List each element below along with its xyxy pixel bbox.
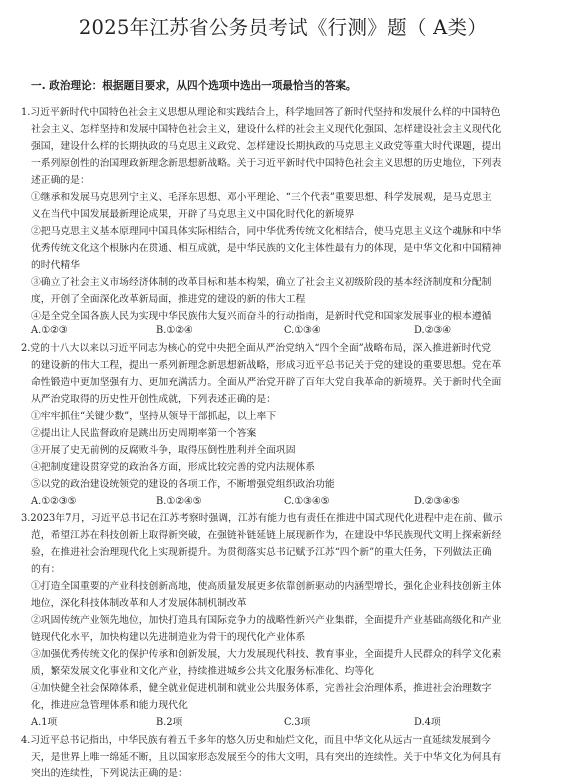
question-2-stem-line: 的建设新的伟大工程，提出一系列新理念新思想新战略，形成习近平总书记关于党的建设的重要思想。党在革	[31, 360, 502, 371]
option-a[interactable]: A.①②③	[31, 325, 68, 336]
question-1-statement: ②把马克思主义基本原理同中国具体实际相结合，同中华优秀传统文化相结合，使马克思主义这个魂脉和中华	[31, 226, 502, 237]
question-2-statement: ②提出让人民监督政府是跳出历史周期率第一个答案	[31, 428, 257, 439]
question-3-stem-line: 验，在推进社会治理现代化上实现新提升。为贯彻落实总书记赋予江苏“四个新”的重大任务，下列做法正确	[31, 547, 492, 558]
question-1-statement: ④是全党全国各族人民为实现中华民族伟大复兴而奋斗的行动指南，是新时代党和国家发展事业的根本遵循	[31, 311, 492, 322]
option-d[interactable]: D.②③④⑤	[414, 496, 460, 507]
question-3-statement: ①打造全国重要的产业科技创新高地，使高质量发展更多依靠创新驱动的内涵型增长，强化企业科技创新主体	[31, 581, 502, 592]
option-b[interactable]: B.①②④	[156, 325, 193, 336]
question-3-statement: ③加强优秀传统文化的保护传承和创新发展，大力发展现代科技、教育事业，全面提升人民群众的科学文化素	[31, 649, 502, 660]
option-c[interactable]: C.①③④⑤	[284, 496, 330, 507]
option-b[interactable]: B.2项	[156, 717, 183, 728]
option-b[interactable]: B.①②④⑤	[156, 496, 202, 507]
option-a[interactable]: A.①②③⑤	[31, 496, 77, 507]
question-3-stem-line: 范，希望江苏在科技创新上取得新突破，在强链补链延链上展现新作为，在建设中华民族现代文明上探索新经	[31, 530, 502, 541]
question-1-statement: ①继承和发展马克思列宁主义、毛泽东思想、邓小平理论、“三个代表”重要思想、科学发展观，是马克思主	[31, 192, 492, 203]
question-1-statement: 的时代精华	[31, 260, 80, 271]
option-d[interactable]: D.4项	[414, 717, 441, 728]
question-3-statement: 链现代化水平，加快构建以先进制造业为骨干的现代化产业体系	[31, 632, 306, 643]
question-1-stem-line: 社会主义、怎样坚持和发展中国特色社会主义，建设什么样的社会主义现代化强国、怎样建设社会主义现代化	[31, 124, 502, 135]
question-2-stem-line: 从严治党取得的历史性开创性成就，下列表述正确的是：	[31, 394, 276, 405]
question-3-statement: 化，推进应急管理体系和能力现代化	[31, 700, 188, 711]
option-c[interactable]: C.3项	[284, 717, 311, 728]
question-4-stem-line: 天，是世界上唯一绵延不断，且以国家形态发展至今的伟大文明，具有突出的连续性。关于中华文化为何具有	[31, 752, 502, 763]
question-4-stem-line: 突出的连续性，下列说法正确的是：	[31, 768, 188, 779]
question-3-stem-line: 的有：	[31, 564, 61, 575]
question-3-statement: ④加快健全社会保障体系，健全就业促进机制和就业公共服务体系，完善社会治理体系，推进社会治理数字	[31, 683, 492, 694]
question-1-statement: 义在当代中国发展最新理论成果，开辟了马克思主义中国化时代化的新境界	[31, 209, 355, 220]
option-d[interactable]: D.②③④	[414, 325, 451, 336]
question-2-statement: ①牢牢抓住“关键少数”，坚持从领导干部抓起，以上率下	[31, 411, 277, 422]
question-2-statement: ⑤以党的政治建设统领党的建设的各项工作，不断增强党组织政治功能	[31, 479, 335, 490]
question-3-statement: 质，繁荣发展文化事业和文化产业，持续推进城乡公共文化服务标准化、均等化	[31, 666, 374, 677]
question-1-stem-line: 述正确的是：	[31, 175, 90, 186]
question-1-stem-line: 强国，建设什么样的长期执政的马克思主义政党、怎样建设长期执政的马克思主义政党等重大时代课题，提出	[31, 141, 502, 152]
question-2-statement: ④把制度建设贯穿党的政治各方面，形成比较完善的党内法规体系	[31, 462, 316, 473]
question-1-stem-line: 一系列原创性的治国理政新理念新思想新战略。关于习近平新时代中国特色社会主义思想的历史地位，下列表	[31, 158, 502, 169]
page-title: 2025年江苏省公务员考试《行测》题（ A类）	[78, 16, 488, 39]
question-3-statement: ②巩固传统产业领先地位，加快打造具有国际竞争力的战略性新兴产业集群，全面提升产业基础高级化和产业	[31, 615, 502, 626]
question-3-stem-line: 3.2023年7月，习近平总书记在江苏考察时强调，江苏有能力也有责任在推进中国式现代化进程中走在前、做示	[21, 513, 503, 524]
question-1-stem-line: 1.习近平新时代中国特色社会主义思想从理论和实践结合上，科学地回答了新时代坚持和发展什么样的中国特色	[21, 107, 501, 118]
option-c[interactable]: C.①③④	[284, 325, 321, 336]
section-title: 一. 政治理论：根据题目要求，从四个选项中选出一项最恰当的答案。	[31, 80, 357, 92]
question-2-stem-line: 命性锻造中更加坚强有力、更加充满活力。全面从严治党开辟了百年大党自我革命的新境界。关于新时代全面	[31, 377, 502, 388]
question-3-statement: 地位，深化科技体制改革和人才发展体制机制改革	[31, 598, 247, 609]
question-1-statement: ③确立了社会主义市场经济体制的改革目标和基本构架，确立了社会主义初级阶段的基本经济制度和分配制	[31, 277, 492, 288]
question-1-statement: 度，开创了全面深化改革新局面，推进党的建设的新的伟大工程	[31, 294, 306, 305]
question-1-statement: 优秀传统文化这个根脉内在贯通、相互成就，是中华民族的文化主体性最有力的体现，是中华文化和中国精神	[31, 243, 502, 254]
option-a[interactable]: A.1项	[31, 717, 58, 728]
question-4-stem-line: 4.习近平总书记指出，中华民族有着五千多年的悠久历史和灿烂文化，而且中华文化从远古一直延续发展到今	[21, 735, 491, 746]
question-2-stem-line: 2.党的十八大以来以习近平同志为核心的党中央把全面从严治党纳入“四个全面”战略布局，深入推进新时代党	[21, 343, 492, 354]
question-2-statement: ③开展了史无前例的反腐败斗争，取得压倒性胜利并全面巩固	[31, 445, 296, 456]
